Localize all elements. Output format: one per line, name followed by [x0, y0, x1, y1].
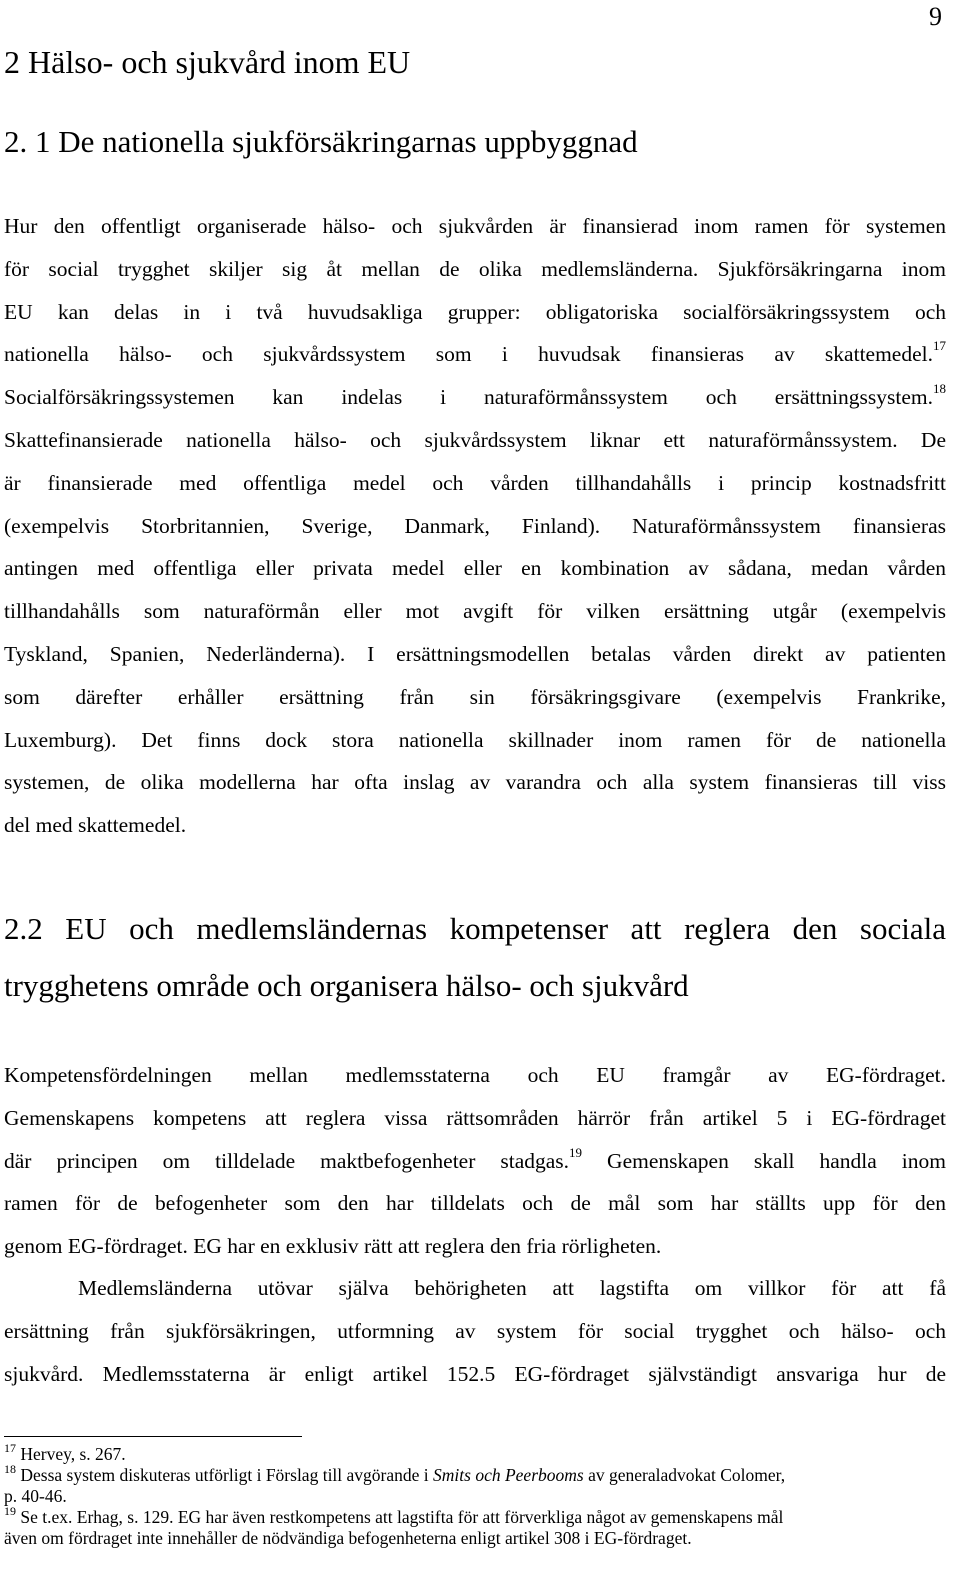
footnote-line: även om fördraget inte innehåller de nödvändiga befogenheterna enligt artikel 308 i EG-fördraget.: [4, 1528, 692, 1548]
text-line: för social trygghet skiljer sig åt mellan de olika medlemsländerna. Sjukförsäkringarna inom: [4, 256, 946, 281]
footnote-19: [4, 1504, 946, 1549]
footnote-separator: [4, 1436, 302, 1437]
text-line: ramen för de befogenheter som den har tilldelats och de mål som har ställts upp för den: [4, 1191, 946, 1216]
text-line: ersättning från sjukförsäkringen, utformning av system för social trygghet och hälso- och: [4, 1318, 946, 1343]
footnote-case-title: Smits och Peerbooms: [433, 1465, 584, 1485]
text-line: Luxemburg). Det finns dock stora nationella skillnader inom ramen för de nationella: [4, 727, 946, 752]
text-line: Medlemsländerna utövar själva behörigheten att lagstifta om villkor för att få: [78, 1276, 946, 1300]
text-line: sjukvård. Medlemsstaterna är enligt artikel 152.5 EG-fördraget självständigt ansvariga hur de: [4, 1361, 946, 1386]
footnote-18: [4, 1462, 946, 1507]
chapter-heading: 2 Hälso- och sjukvård inom EU: [4, 44, 411, 80]
footnote-ref-17: 17: [933, 338, 946, 354]
footnote-text: Dessa system diskuteras utförligt i Förslag till avgörande i: [16, 1465, 434, 1485]
footnote-line: [4, 1441, 946, 1465]
footnote-line: [4, 1504, 946, 1528]
section-heading-2-1: 2. 1 De nationella sjukförsäkringarnas uppbyggnad: [4, 124, 638, 159]
paragraph-health-insurance-structure: [4, 205, 946, 847]
text-line: [4, 376, 946, 419]
text-line: är finansierade med offentliga medel och vården tillhandahålls i princip kostnadsfritt: [4, 470, 946, 495]
paragraph-member-states-competence: [4, 1267, 946, 1395]
text-line: genom EG-fördraget. EG har en exklusiv rätt att reglera den fria rörligheten.: [4, 1234, 662, 1259]
footnote-text: av generaladvokat Colomer,: [583, 1465, 786, 1485]
footnote-text: Hervey, s. 267.: [16, 1444, 126, 1464]
footnote-line: [4, 1462, 946, 1486]
text-line: Tyskland, Spanien, Nederländerna). I ersättningsmodellen betalas vården direkt av patienten: [4, 641, 946, 666]
footnote-number: 18: [4, 1462, 16, 1476]
text-line: tillhandahålls som naturaförmån eller mot avgift för vilken ersättning utgår (exempelvis: [4, 599, 946, 624]
heading-line: 2.2 EU och medlemsländernas kompetenser att reglera den sociala: [4, 911, 946, 946]
section-heading-2-2: [4, 900, 946, 1014]
footnote-ref-19: 19: [569, 1144, 583, 1160]
text-line: Gemenskapens kompetens att reglera vissa rättsområden härrör från artikel 5 i EG-fördraget: [4, 1105, 946, 1130]
footnote-text: Se t.ex. Erhag, s. 129. EG har även restkompetens att lagstifta för att förverkliga något av gemenskapens mål: [16, 1507, 784, 1527]
text-line: systemen, de olika modellerna har ofta inslag av varandra och alla system finansieras till viss: [4, 770, 946, 795]
footnote-ref-18: 18: [933, 381, 946, 397]
text-line: EU kan delas in i två huvudsakliga grupper: obligatoriska socialförsäkringssystem och: [4, 299, 946, 324]
paragraph-competence-distribution: [4, 1054, 946, 1268]
text-line: Kompetensfördelningen mellan medlemsstaterna och EU framgår av EG-fördraget.: [4, 1063, 946, 1087]
text-segment: nationella hälso- och sjukvårdssystem som i huvudsak finansieras av skattemedel.: [4, 342, 933, 367]
page-number: 9: [929, 2, 942, 31]
text-segment: där principen om tilldelade maktbefogenheter stadgas.: [4, 1148, 570, 1173]
text-line: antingen med offentliga eller privata medel eller en kombination av sådana, medan vården: [4, 556, 946, 581]
heading-line: trygghetens område och organisera hälso- och sjukvård: [4, 968, 689, 1003]
text-line: del med skattemedel.: [4, 813, 187, 838]
text-line: Skattefinansierade nationella hälso- och sjukvårdssystem liknar ett naturaförmånssystem. De: [4, 427, 946, 452]
text-segment: Gemenskapen skall handla inom: [582, 1148, 946, 1173]
text-segment: Socialförsäkringssystemen kan indelas i naturaförmånssystem och ersättningssystem.: [4, 385, 933, 410]
text-line: [4, 1140, 946, 1183]
text-line: (exempelvis Storbritannien, Sverige, Danmark, Finland). Naturaförmånssystem finansieras: [4, 513, 946, 538]
footnotes: [4, 1441, 946, 1549]
footnote-number: 19: [4, 1504, 16, 1518]
text-line: Hur den offentligt organiserade hälso- och sjukvården är finansierad inom ramen för systemen: [4, 214, 946, 238]
text-line: [4, 333, 946, 376]
footnote-number: 17: [4, 1441, 16, 1455]
text-line: som därefter erhåller ersättning från sin försäkringsgivare (exempelvis Frankrike,: [4, 684, 946, 709]
footnote-17: [4, 1441, 946, 1465]
footnote-line: p. 40-46.: [4, 1486, 67, 1506]
